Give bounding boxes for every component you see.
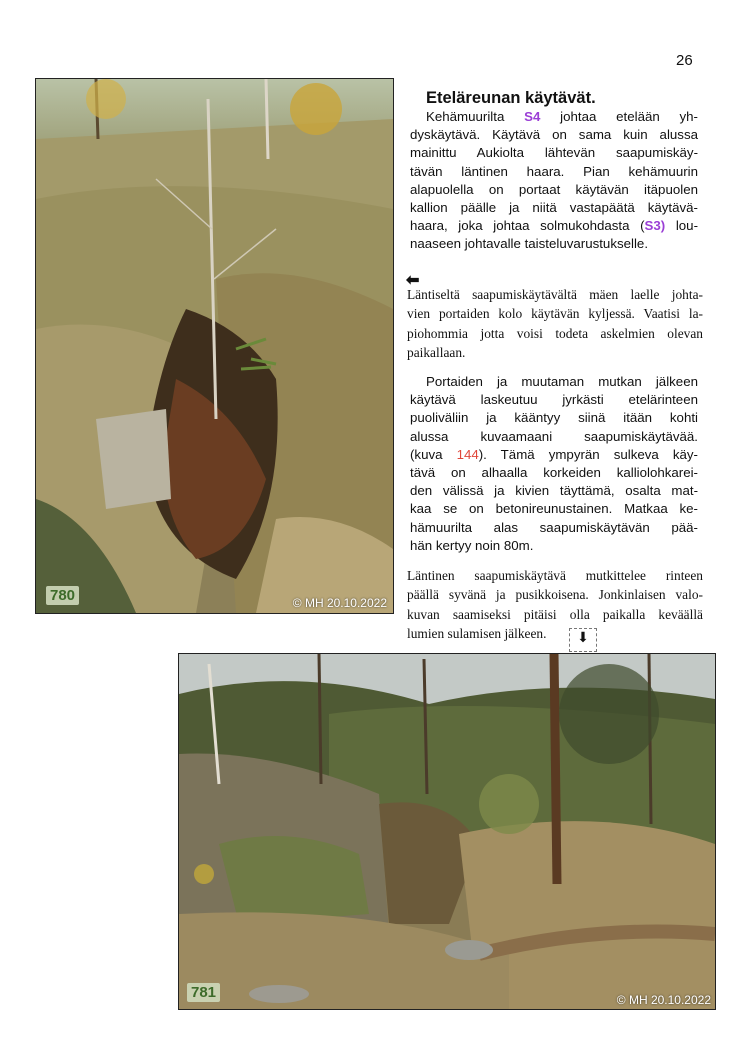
text-line: päällä syvänä ja pusikkoisena. Jonkinlaisen valo- (407, 587, 703, 603)
text-line: kaa se on betonireunustainen. Matkaa ke- (410, 501, 698, 517)
figure-reference: 144 (456, 446, 479, 462)
text-line: tävän läntinen haara. Pian kehämuurin (410, 163, 698, 179)
text-line: Läntinen saapumiskäytävä mutkittelee rinteen (407, 568, 703, 583)
text-line: alapuolella on portaat käytävän itäpuolen (410, 181, 698, 197)
page-number: 26 (676, 52, 693, 69)
paragraph-1 (410, 108, 698, 254)
text-line: lumien sulamisen jälkeen. (407, 626, 547, 642)
text-line: haara, joka johtaa solmukohdasta (S3) lou- (410, 218, 698, 234)
text-line: dyskäytävä. Käytävä on sama kuin alussa (410, 127, 698, 143)
text-line: kuvan saamiseksi pitäisi olla paikalla keväällä (407, 606, 703, 622)
photo-780 (35, 78, 394, 614)
site-marker: S4 (524, 109, 541, 124)
text-line: mainittu Aukiolta lähtevän saapumiskäy- (410, 145, 698, 161)
caption-photo-781 (407, 566, 703, 644)
photo-credit: © MH 20.10.2022 (616, 993, 711, 1007)
text-line: naaseen johtavalle taisteluvarustukselle. (410, 236, 649, 252)
text-line: (kuva 144). Tämä ympyrän sulkeva käy- (410, 446, 698, 462)
photo-number-badge: 780 (46, 586, 79, 605)
site-marker: S3) (644, 218, 666, 234)
text-line: Kehämuurilta S4 johtaa etelään yh- (426, 109, 698, 124)
text-line: Portaiden ja muutaman mutkan jälkeen (426, 374, 698, 389)
text-line: käytävä laskeutuu jyrkästi etelärinteen (410, 392, 698, 408)
caption-photo-780 (407, 285, 703, 363)
text-line: Läntiseltä saapumiskäytävältä mäen laelle johta- (407, 287, 703, 302)
text-line: kallion päälle ja niitä vastapäätä käytävä- (410, 199, 698, 215)
text-line: vien portaiden kolo käytävän kyljessä. Vaatisi la- (407, 306, 703, 322)
arrow-left-icon: ⬅ (406, 272, 420, 289)
text-line: tävä on alhaalla korkeiden kalliolohkarei- (410, 464, 698, 480)
photo-credit: © MH 20.10.2022 (292, 596, 387, 610)
text-line: hämuurilta alas saapumiskäytävän pää- (410, 519, 698, 535)
text-line: alussa kuvaamaani saapumiskäytävää. (410, 428, 698, 444)
text-line: hän kertyy noin 80m. (410, 537, 534, 553)
section-heading: Eteläreunan käytävät. (426, 89, 596, 107)
photo-781-image (179, 654, 715, 1009)
arrow-down-glyph: ⬇ (577, 629, 589, 645)
text-line: puoliväliin ja kääntyy siinä itään kohti (410, 410, 698, 426)
arrow-down-icon (569, 628, 597, 652)
photo-781 (178, 653, 716, 1010)
text-line: piohommia jotta voisi todeta askelmien olevan (407, 325, 703, 341)
photo-number-badge: 781 (187, 983, 220, 1002)
paragraph-2 (410, 373, 698, 555)
text-line: paikallaan. (407, 345, 466, 361)
text-line: den välissä ja kivien täyttämä, osalta mat- (410, 483, 698, 499)
photo-780-image (36, 79, 393, 613)
